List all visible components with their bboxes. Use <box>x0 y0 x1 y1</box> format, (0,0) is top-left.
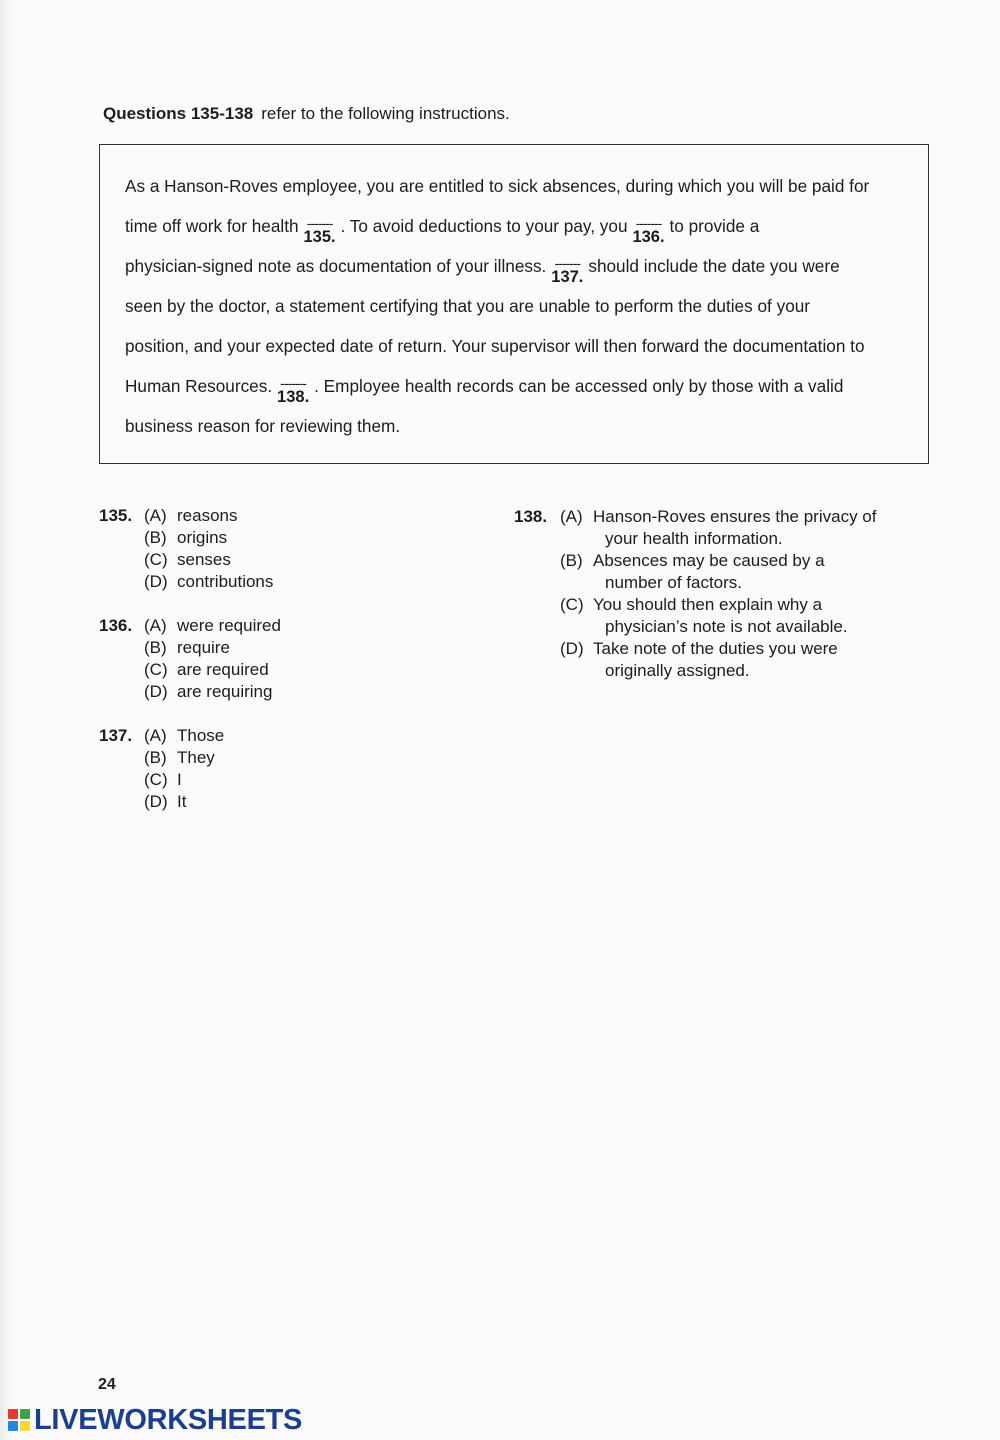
blank-dash: ------- <box>635 215 662 231</box>
option-137-d[interactable] <box>144 792 186 812</box>
option-letter: (B) <box>144 528 167 547</box>
option-text: are requiring <box>177 682 273 701</box>
option-letter: (B) <box>144 748 167 767</box>
passage-line-2 <box>125 215 760 246</box>
option-letter: (C) <box>144 770 168 789</box>
option-text: were required <box>177 616 281 635</box>
option-138-a[interactable] <box>560 507 876 527</box>
blank-dash: ------- <box>280 375 306 391</box>
passage-line-1: As a Hanson-Roves employee, you are entitled to sick absences, during which you will be paid for <box>125 176 870 196</box>
option-letter: (C) <box>144 550 168 569</box>
page-number: 24 <box>98 1376 116 1393</box>
question-intro <box>103 104 510 124</box>
option-text: Take note of the duties you were <box>593 639 838 658</box>
option-137-a[interactable] <box>144 726 224 746</box>
option-135-d[interactable] <box>144 572 273 592</box>
liveworksheets-logo-icon <box>8 1409 30 1431</box>
passage-text: physician-signed note as documentation of your illness. <box>125 256 547 276</box>
option-136-b[interactable] <box>144 638 230 658</box>
option-letter: (A) <box>144 506 167 525</box>
intro-text: refer to the following instructions. <box>261 104 510 123</box>
passage-text: should include the date you were <box>588 256 840 276</box>
option-text: It <box>177 792 187 811</box>
option-text: I <box>177 770 182 789</box>
option-138-d[interactable] <box>560 639 838 659</box>
blank-dash: ------- <box>306 215 333 231</box>
option-text: Those <box>177 726 225 745</box>
passage-text: . Employee health records can be accessed only by those with a valid <box>314 376 844 396</box>
option-letter: (B) <box>560 551 583 570</box>
passage-line-7: business reason for reviewing them. <box>125 416 401 436</box>
option-text: reasons <box>177 506 238 525</box>
question-number: 136. <box>99 616 133 635</box>
option-letter: (D) <box>144 682 168 701</box>
scan-edge <box>0 0 14 1440</box>
option-letter: (A) <box>144 726 167 745</box>
passage-text: Human Resources. <box>125 376 273 396</box>
question-number: 138. <box>514 507 548 526</box>
liveworksheets-brand[interactable] <box>8 1404 302 1436</box>
option-letter: (D) <box>144 792 168 811</box>
question-number: 137. <box>99 726 133 745</box>
option-letter: (A) <box>560 507 583 526</box>
option-text: origins <box>177 528 228 547</box>
blank-dash: ------- <box>554 255 581 271</box>
option-letter: (A) <box>144 616 167 635</box>
option-letter: (C) <box>560 595 584 614</box>
option-135-a[interactable] <box>144 506 237 526</box>
option-letter: (D) <box>560 639 584 658</box>
blank-136[interactable] <box>632 215 666 246</box>
passage-line-6 <box>125 375 844 406</box>
option-text: senses <box>177 550 231 569</box>
question-range-label: Questions 135-138 <box>103 104 254 123</box>
question-number: 135. <box>99 506 133 525</box>
option-137-b[interactable] <box>144 748 215 768</box>
blank-138[interactable] <box>276 375 310 406</box>
option-136-a[interactable] <box>144 616 281 636</box>
option-text: They <box>177 748 215 767</box>
option-136-c[interactable] <box>144 660 269 680</box>
option-135-b[interactable] <box>144 528 227 548</box>
passage-text: time off work for health <box>125 216 299 236</box>
blank-number: 137. <box>551 268 584 286</box>
option-text: require <box>177 638 230 657</box>
option-138-a-continued: your health information. <box>605 529 783 548</box>
option-text: are required <box>177 660 269 679</box>
blank-135[interactable] <box>303 215 337 246</box>
option-135-c[interactable] <box>144 550 231 570</box>
brand-name: LIVEWORKSHEETS <box>34 1403 303 1436</box>
option-138-c[interactable] <box>560 595 822 615</box>
option-text: You should then explain why a <box>593 595 823 614</box>
option-text: Hanson-Roves ensures the privacy of <box>593 507 877 526</box>
option-136-d[interactable] <box>144 682 272 702</box>
option-138-d-continued: originally assigned. <box>605 661 750 680</box>
passage-text: . To avoid deductions to your pay, you <box>340 216 628 236</box>
blank-number: 138. <box>277 388 310 406</box>
option-138-b[interactable] <box>560 551 825 571</box>
blank-number: 136. <box>632 228 665 246</box>
passage-line-3 <box>125 255 840 286</box>
option-text: contributions <box>177 572 274 591</box>
passage-line-5: position, and your expected date of return. Your supervisor will then forward the documentation to <box>125 336 865 356</box>
option-138-b-continued: number of factors. <box>605 573 743 592</box>
passage-text: to provide a <box>669 216 760 236</box>
option-letter: (C) <box>144 660 168 679</box>
blank-number: 135. <box>303 228 336 246</box>
blank-137[interactable] <box>550 255 584 286</box>
option-138-c-continued: physician’s note is not available. <box>605 617 848 636</box>
option-text: Absences may be caused by a <box>593 551 825 570</box>
option-letter: (D) <box>144 572 168 591</box>
passage-line-4: seen by the doctor, a statement certifying that you are unable to perform the duties of your <box>125 296 811 316</box>
option-137-c[interactable] <box>144 770 182 790</box>
option-letter: (B) <box>144 638 167 657</box>
